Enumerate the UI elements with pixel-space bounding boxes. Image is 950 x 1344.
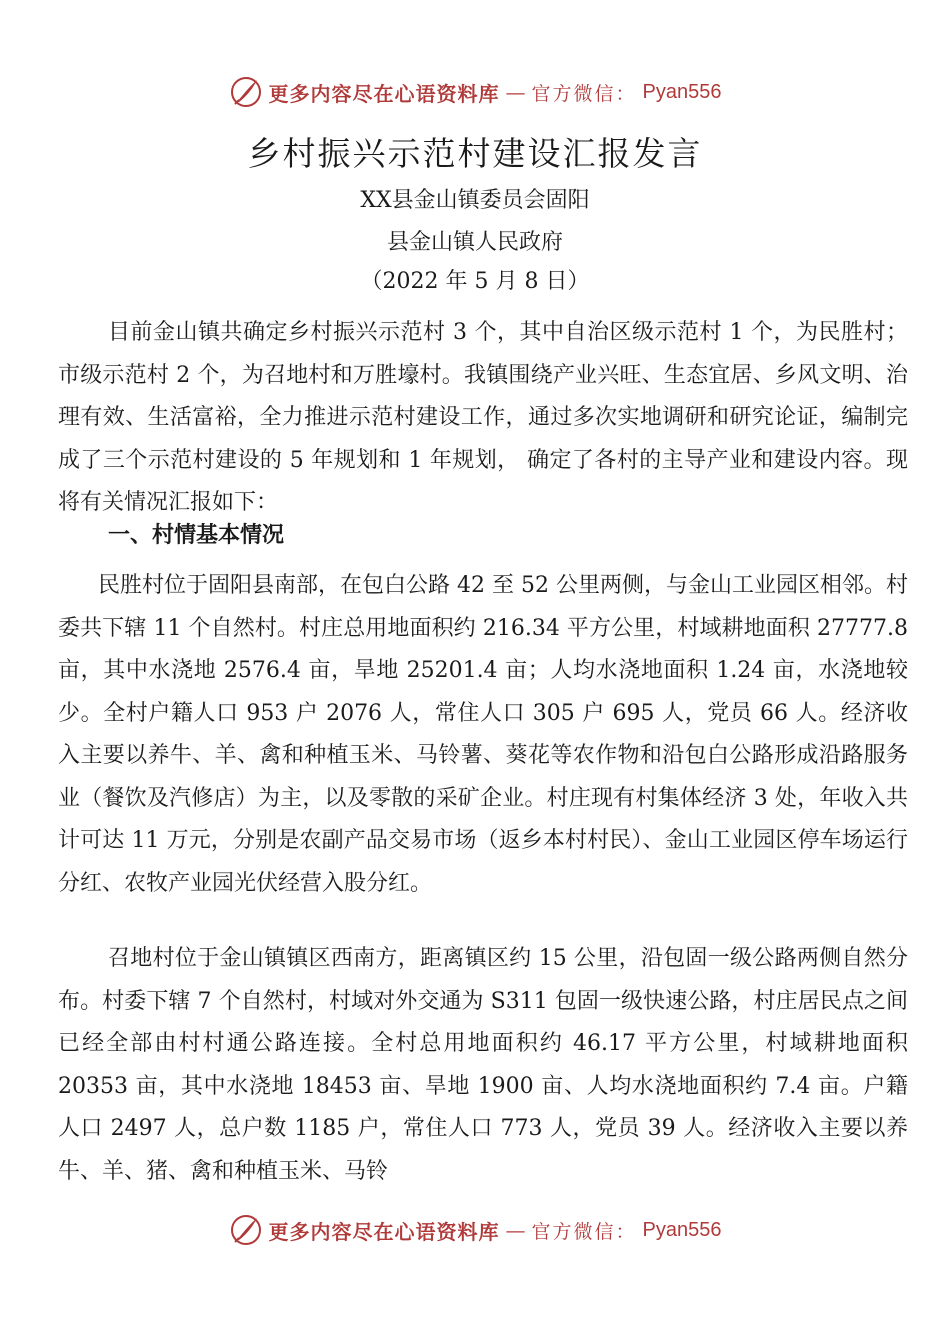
- banner-dash: —: [505, 80, 526, 104]
- quill-pen-logo-icon: [229, 75, 263, 109]
- document-title: 乡村振兴示范村建设汇报发言: [247, 134, 703, 173]
- section-heading-1: 一、村情基本情况: [108, 523, 285, 548]
- banner-wechat-id: Pyan556: [642, 80, 722, 103]
- quill-pen-logo-icon: [229, 1213, 263, 1247]
- banner-wechat-id: Pyan556: [642, 1218, 722, 1241]
- banner-slogan: 更多内容尽在心语资料库: [268, 1219, 500, 1244]
- paragraph-minsheng-village: 民胜村位于固阳县南部，在包白公路 42 至 52 公里两侧，与金山工业园区相邻。村委共下辖 11 个自然村。村庄总用地面积约 216.34 平方公里，村域耕地面积 27777.8 亩，其中水浇地 2576.4 亩，旱地 25201.4 亩；人均水浇地面积 1.24 亩，水浇地较少。全村户籍人口 953 户 2076 人，常住人口 305 户 695 人，党员 66 人。经济收入主要以养牛、羊、禽和种植玉米、马铃薯、葵花等农作物和沿包白公路形成沿路服务业（餐饮及汽修店）为主，以及零散的采矿企业。村庄现有村集体经济 3 处，年收入共计可达 11 万元，分别是农副产品交易市场（返乡本村村民）、金山工业园区停车场运行分红、农牧产业园光伏经营入股分红。: [58, 573, 908, 896]
- banner-wechat-label: 官方微信：: [531, 82, 637, 105]
- document-date: （2022 年 5 月 8 日）: [360, 269, 590, 294]
- document-subtitle-1: XX县金山镇委员会固阳: [360, 188, 590, 213]
- paragraph-zhaodi-village: 召地村位于金山镇镇区西南方，距离镇区约 15 公里，沿包固一级公路两侧自然分布。村委下辖 7 个自然村，村域对外交通为 S311 包固一级快速公路，村庄居民点之间已经全部由村村通公路连接。全村总用地面积约 46.17 平方公里，村域耕地面积 20353 亩，其中水浇地 18453 亩、旱地 1900 亩、人均水浇地面积约 7.4 亩。户籍人口 2497 人，总户数 1185 户，常住人口 773 人，党员 39 人。经济收入主要以养牛、羊、猪、禽和种植玉米、马铃: [58, 946, 908, 1184]
- paragraph-intro: 目前金山镇共确定乡村振兴示范村 3 个，其中自治区级示范村 1 个，为民胜村；市级示范村 2 个，为召地村和万胜壕村。我镇围绕产业兴旺、生态宜居、乡风文明、治理有效、生活富裕，全力推进示范村建设工作，通过多次实地调研和研究论证，编制完成了三个示范村建设的 5 年规划和 1 年规划， 确定了各村的主导产业和建设内容。现将有关情况汇报如下：: [58, 320, 908, 515]
- footer-banner: [0, 1210, 950, 1250]
- banner-wechat-label: 官方微信：: [531, 1220, 637, 1243]
- document-subtitle-2: 县金山镇人民政府: [386, 230, 563, 255]
- header-banner: [0, 72, 950, 112]
- banner-slogan: 更多内容尽在心语资料库: [268, 81, 500, 106]
- banner-dash: —: [505, 1218, 526, 1242]
